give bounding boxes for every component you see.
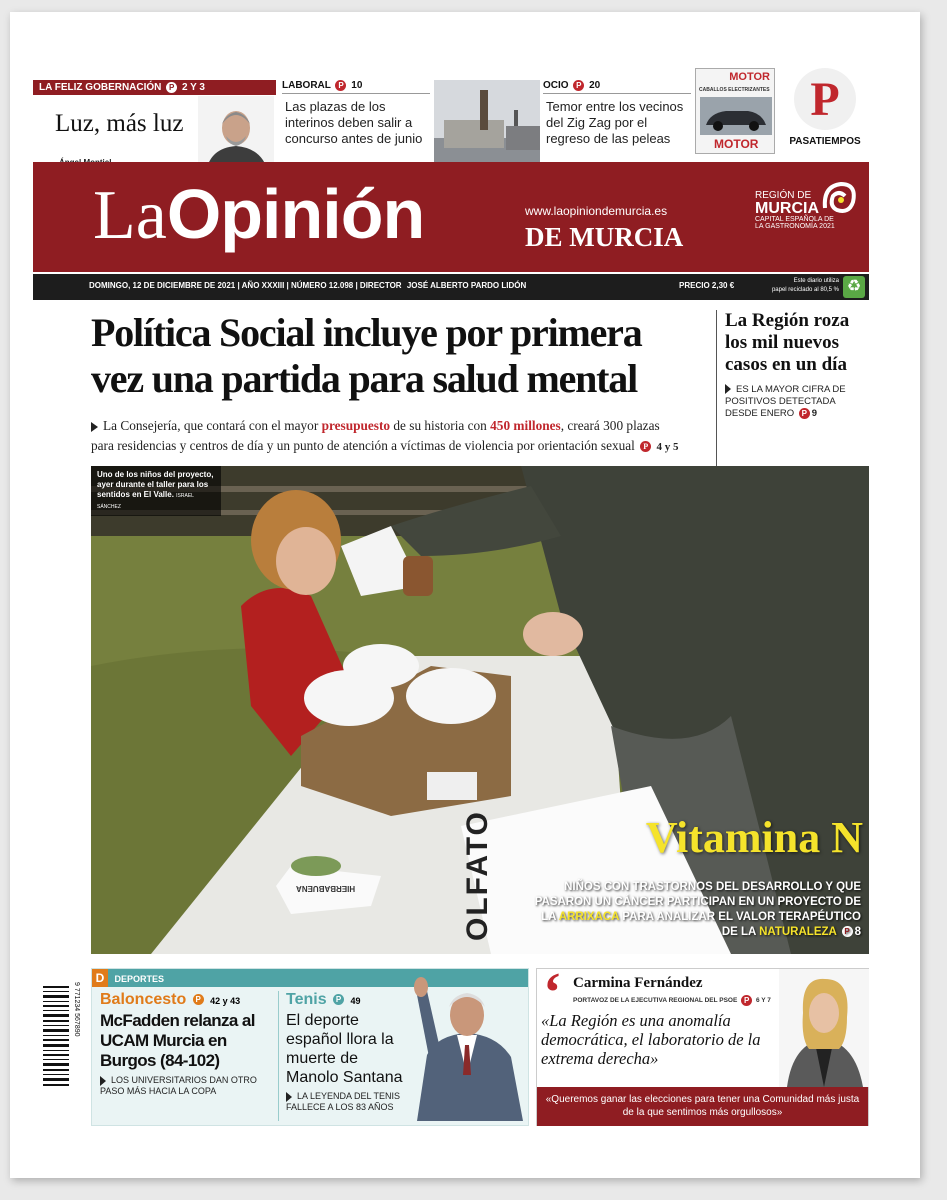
director-name: JOSÉ ALBERTO PARDO LIDÓN xyxy=(406,281,527,290)
motor-sub: CABALLOS ELECTRIZANTES xyxy=(699,87,770,93)
tennis-sub xyxy=(286,1091,426,1113)
columnist-photo xyxy=(198,96,274,172)
photo-sub-a: NIÑOS CON TRASTORNOS DEL DESARROLLO Y QUE PASARON UN CÁNCER PARTICIPAN EN UN PROYECTO DE LA xyxy=(534,881,861,923)
recycle-icon: ♻ xyxy=(843,276,865,298)
price: PRECIO 2,30 € xyxy=(679,281,735,290)
lead-story[interactable] xyxy=(33,304,709,466)
headline-line1: Política Social incluye por primera xyxy=(91,310,642,355)
tennis-title: El deporte español llora la muerte de Manolo Santana xyxy=(286,1012,403,1086)
recycle-note xyxy=(755,277,839,295)
lead-pages: 4 y 5 xyxy=(656,441,679,453)
basket-pages: 42 y 43 xyxy=(210,996,241,1006)
quote-mark-icon: ‘ xyxy=(543,962,562,1024)
edition-name: DE MURCIA xyxy=(525,222,684,252)
badge-line2: MURCIA xyxy=(755,200,819,217)
olfato-sign-text: OLFATO xyxy=(461,810,494,941)
p-page-icon: P xyxy=(333,994,344,1005)
p-page-icon: P xyxy=(799,408,810,419)
teaser-pages: 10 xyxy=(351,80,363,92)
photo-sub-hl1: ARRIXACA xyxy=(558,911,620,923)
p-page-icon: P xyxy=(842,926,853,937)
photo-credit: ISRAEL SÁNCHEZ xyxy=(97,493,194,510)
teaser-pages: 20 xyxy=(589,80,601,92)
interviewee-name: Carmina Fernández xyxy=(573,975,703,991)
badge-line3: CAPITAL ESPAÑOLA DE xyxy=(755,216,834,223)
photo-title: Vitamina N xyxy=(645,813,863,862)
photo-sub-hl2: NATURALEZA xyxy=(759,926,837,938)
teaser-title: Luz, más luz xyxy=(55,110,184,137)
santana-photo xyxy=(407,965,527,1121)
sub-highlight-budget: presupuesto xyxy=(321,418,391,433)
teaser-gobernacion[interactable] xyxy=(33,80,276,172)
sub-part-c: , creará 300 plazas xyxy=(560,418,660,433)
secondary-quote: «Queremos ganar las elecciones para tener una Comunidad más justa de la que sentimos más orgullosos» xyxy=(537,1087,868,1126)
dateline-bar xyxy=(33,274,869,300)
side-sub xyxy=(725,384,868,420)
barcode-digits: 9 771234 567890 xyxy=(73,982,80,1037)
tennis-story[interactable] xyxy=(278,991,528,1121)
teaser-section-bar xyxy=(33,80,276,95)
basket-sub xyxy=(100,1075,272,1097)
pasatiempos-supplement[interactable] xyxy=(782,68,868,158)
pasatiempos-circle xyxy=(794,68,856,130)
interviewee-role xyxy=(573,995,771,1006)
sub-part-a: La Consejería, que contará con el mayor xyxy=(103,418,319,433)
teaser-pages: 2 Y 3 xyxy=(181,82,205,94)
bullet-triangle-icon xyxy=(725,384,731,394)
dateline xyxy=(89,281,526,290)
sports-section xyxy=(91,968,529,1126)
teaser-laboral[interactable] xyxy=(282,80,430,172)
teaser-section: LA FELIZ GOBERNACIÓN xyxy=(39,82,162,94)
bullet-triangle-icon xyxy=(91,422,98,432)
pasatiempos-letter: P xyxy=(810,73,840,126)
teaser-section: OCIO xyxy=(543,80,569,92)
barcode-bars xyxy=(41,982,71,1092)
car-image xyxy=(700,97,772,135)
bullet-triangle-icon xyxy=(286,1092,292,1102)
caption-text: Uno de los niños del proyecto, ayer durante el taller para los sentidos en El Valle. xyxy=(97,470,214,499)
recycle-line2: papel reciclado al 80,5 % xyxy=(771,287,839,293)
side-page: 9 xyxy=(811,408,818,420)
photo-caption xyxy=(91,466,221,516)
pasatiempos-label: PASATIEMPOS xyxy=(789,136,861,147)
interview-quote: «La Región es una anomalía democrática, el laboratorio de la extrema derecha» xyxy=(541,1011,761,1068)
side-sub-text: ES LA MAYOR CIFRA DE POSITIVOS DETECTADA DESDE ENERO xyxy=(725,384,846,420)
teaser-ocio[interactable] xyxy=(543,80,691,172)
p-page-icon: P xyxy=(640,441,651,452)
zigzag-photo xyxy=(434,80,540,168)
teaser-text: Las plazas de los interinos deben salir a concurso antes de junio xyxy=(285,99,423,147)
sub-line2: para residencias y centros de día y un punto de atención a víctimas de violencia por orientación sexual xyxy=(91,438,635,453)
motor-supplement[interactable] xyxy=(695,68,775,154)
motor-label: MOTOR xyxy=(729,71,770,83)
headline-line2: vez una partida para salud mental xyxy=(91,356,638,401)
interviewee-photo xyxy=(779,969,869,1087)
interview-box[interactable] xyxy=(536,962,869,1126)
badge-line4: LA GASTRONOMÍA 2021 xyxy=(755,223,835,230)
interview-pages: 6 Y 7 xyxy=(755,997,771,1005)
sub-part-b: de su historia con xyxy=(393,418,487,433)
site-url[interactable]: www.laopiniondemurcia.es xyxy=(525,204,668,218)
bullet-triangle-icon xyxy=(100,1076,106,1086)
side-story[interactable] xyxy=(716,310,868,466)
role-text: PORTAVOZ DE LA EJECUTIVA REGIONAL DEL PSOE xyxy=(573,997,738,1005)
basket-story[interactable] xyxy=(100,991,272,1097)
photo-sub-b: PARA ANALIZAR EL VALOR TERAPÉUTICO DE LA xyxy=(622,911,861,938)
photo-page: 8 xyxy=(854,926,861,938)
logo[interactable] xyxy=(93,176,424,272)
basket-sub-text: LOS UNIVERSITARIOS DAN OTRO PASO MÁS HACIA LA COPA xyxy=(100,1075,257,1096)
basket-label: Baloncesto xyxy=(100,991,187,1008)
teaser-section: LABORAL xyxy=(282,80,331,92)
basket-title: McFadden relanza al UCAM Murcia en Burgos (84-102) xyxy=(100,1011,255,1070)
sports-letter-badge: D xyxy=(92,969,108,987)
gastronomy-logo-icon xyxy=(819,178,859,216)
badge-line1: REGIÓN DE xyxy=(755,190,812,201)
teaser-text: Temor entre los vecinos del Zig Zag por el regreso de las peleas xyxy=(546,99,684,147)
recycle-line1: Este diario utiliza xyxy=(793,278,839,284)
photo-subhead xyxy=(531,880,861,940)
p-page-icon: P xyxy=(741,995,752,1006)
tennis-label: Tenis xyxy=(286,991,327,1008)
tennis-sub-text: LA LEYENDA DEL TENIS FALLECE A LOS 83 AÑOS xyxy=(286,1091,401,1112)
masthead xyxy=(33,162,869,272)
sports-label: DEPORTES xyxy=(114,974,165,984)
p-page-icon: P xyxy=(335,80,346,91)
p-page-icon: P xyxy=(166,82,177,93)
small-sign-text: HIERBABUENA xyxy=(296,884,356,893)
p-page-icon: P xyxy=(193,994,204,1005)
dateline-text: DOMINGO, 12 DE DICIEMBRE DE 2021 | AÑO XXXIII | NÚMERO 12.098 | DIRECTOR xyxy=(89,281,402,290)
lead-headline xyxy=(33,310,709,402)
tennis-page: 49 xyxy=(350,996,361,1006)
motor-footer: MOTOR xyxy=(714,137,759,151)
p-page-icon: P xyxy=(573,80,584,91)
sub-highlight-millions: 450 millones xyxy=(490,418,561,433)
lead-subhead xyxy=(91,416,711,457)
logo-la: La xyxy=(93,177,167,254)
logo-opinion: Opinión xyxy=(166,175,425,253)
barcode xyxy=(33,968,81,1126)
side-headline: La Región roza los mil nuevos casos en un día xyxy=(725,310,850,375)
main-photo[interactable] xyxy=(91,466,869,954)
newspaper-page xyxy=(10,12,920,1178)
